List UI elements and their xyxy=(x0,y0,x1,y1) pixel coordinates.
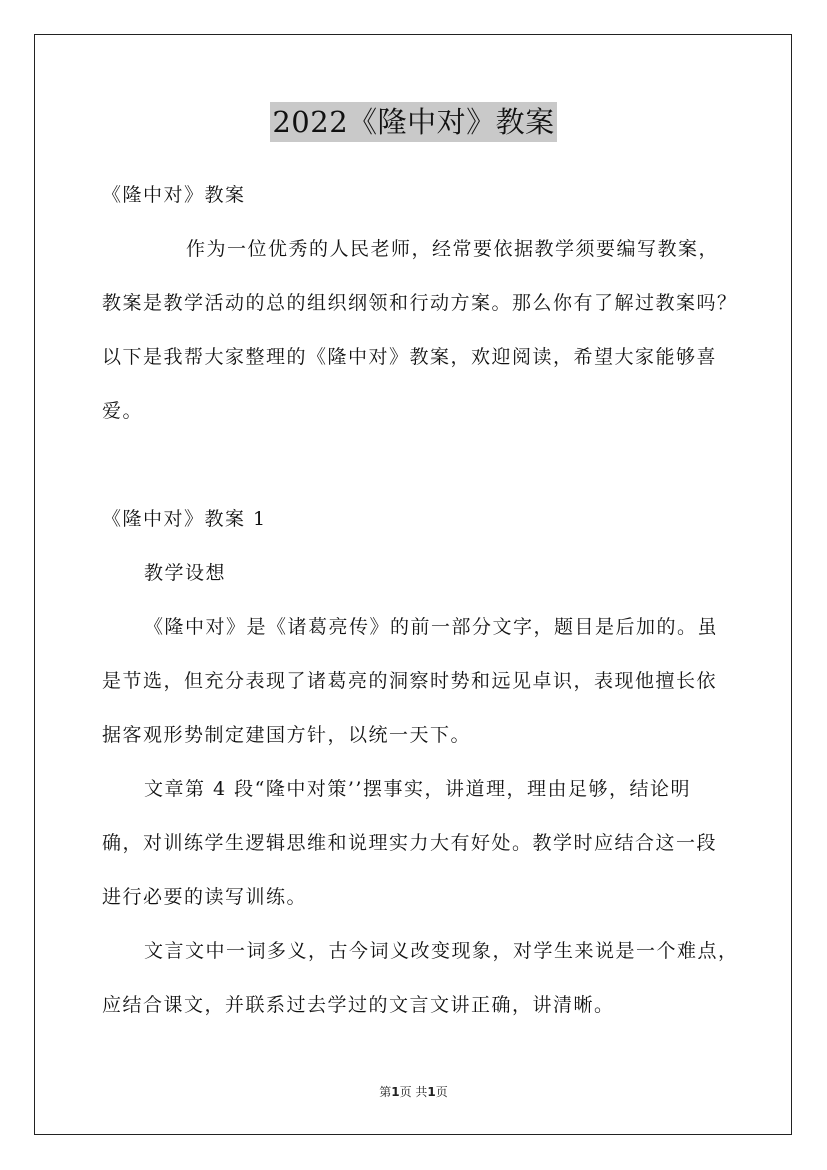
para1-line-3: 据客观形势制定建国方针，以统一天下。 xyxy=(102,724,472,746)
para2-line-2: 确，对训练学生逻辑思维和说理实力大有好处。教学时应结合这一段 xyxy=(102,832,718,854)
footer-suffix: 页 xyxy=(435,1085,448,1099)
para1-line-1: 《隆中对》是《诸葛亮传》的前一部分文字，题目是后加的。虽 xyxy=(144,616,719,638)
footer-page-number: 1 xyxy=(391,1085,400,1099)
footer-mid: 页 共 xyxy=(399,1085,428,1099)
subheading: 教学设想 xyxy=(144,562,227,584)
intro-heading: 《隆中对》教案 xyxy=(102,184,246,206)
para3-line-1: 文言文中一词多义，古今词义改变现象，对学生来说是一个难点， xyxy=(144,940,739,962)
para3-line-2: 应结合课文，并联系过去学过的文言文讲正确，讲清晰。 xyxy=(102,994,615,1016)
intro-line-2: 教案是教学活动的总的组织纲领和行动方案。那么你有了解过教案吗？ xyxy=(102,292,738,314)
intro-line-1: 作为一位优秀的人民老师，经常要依据教学须要编写教案， xyxy=(186,238,720,260)
section-heading: 《隆中对》教案 1 xyxy=(102,508,267,530)
title-container xyxy=(0,102,827,142)
document-title: 2022《隆中对》教案 xyxy=(270,102,556,142)
page-footer xyxy=(0,1083,827,1100)
intro-line-4: 爱。 xyxy=(102,400,144,422)
para1-line-2: 是节选，但充分表现了诸葛亮的洞察时势和远见卓识，表现他擅长依 xyxy=(102,670,718,692)
para2-line-3: 进行必要的读写训练。 xyxy=(102,886,308,908)
para2-line-1: 文章第 4 段“隆中对策’’摆事实，讲道理，理由足够，结论明 xyxy=(144,778,691,800)
footer-prefix: 第 xyxy=(379,1085,392,1099)
intro-line-3: 以下是我帮大家整理的《隆中对》教案，欢迎阅读，希望大家能够喜 xyxy=(102,346,718,368)
footer-total-pages: 1 xyxy=(427,1085,436,1099)
